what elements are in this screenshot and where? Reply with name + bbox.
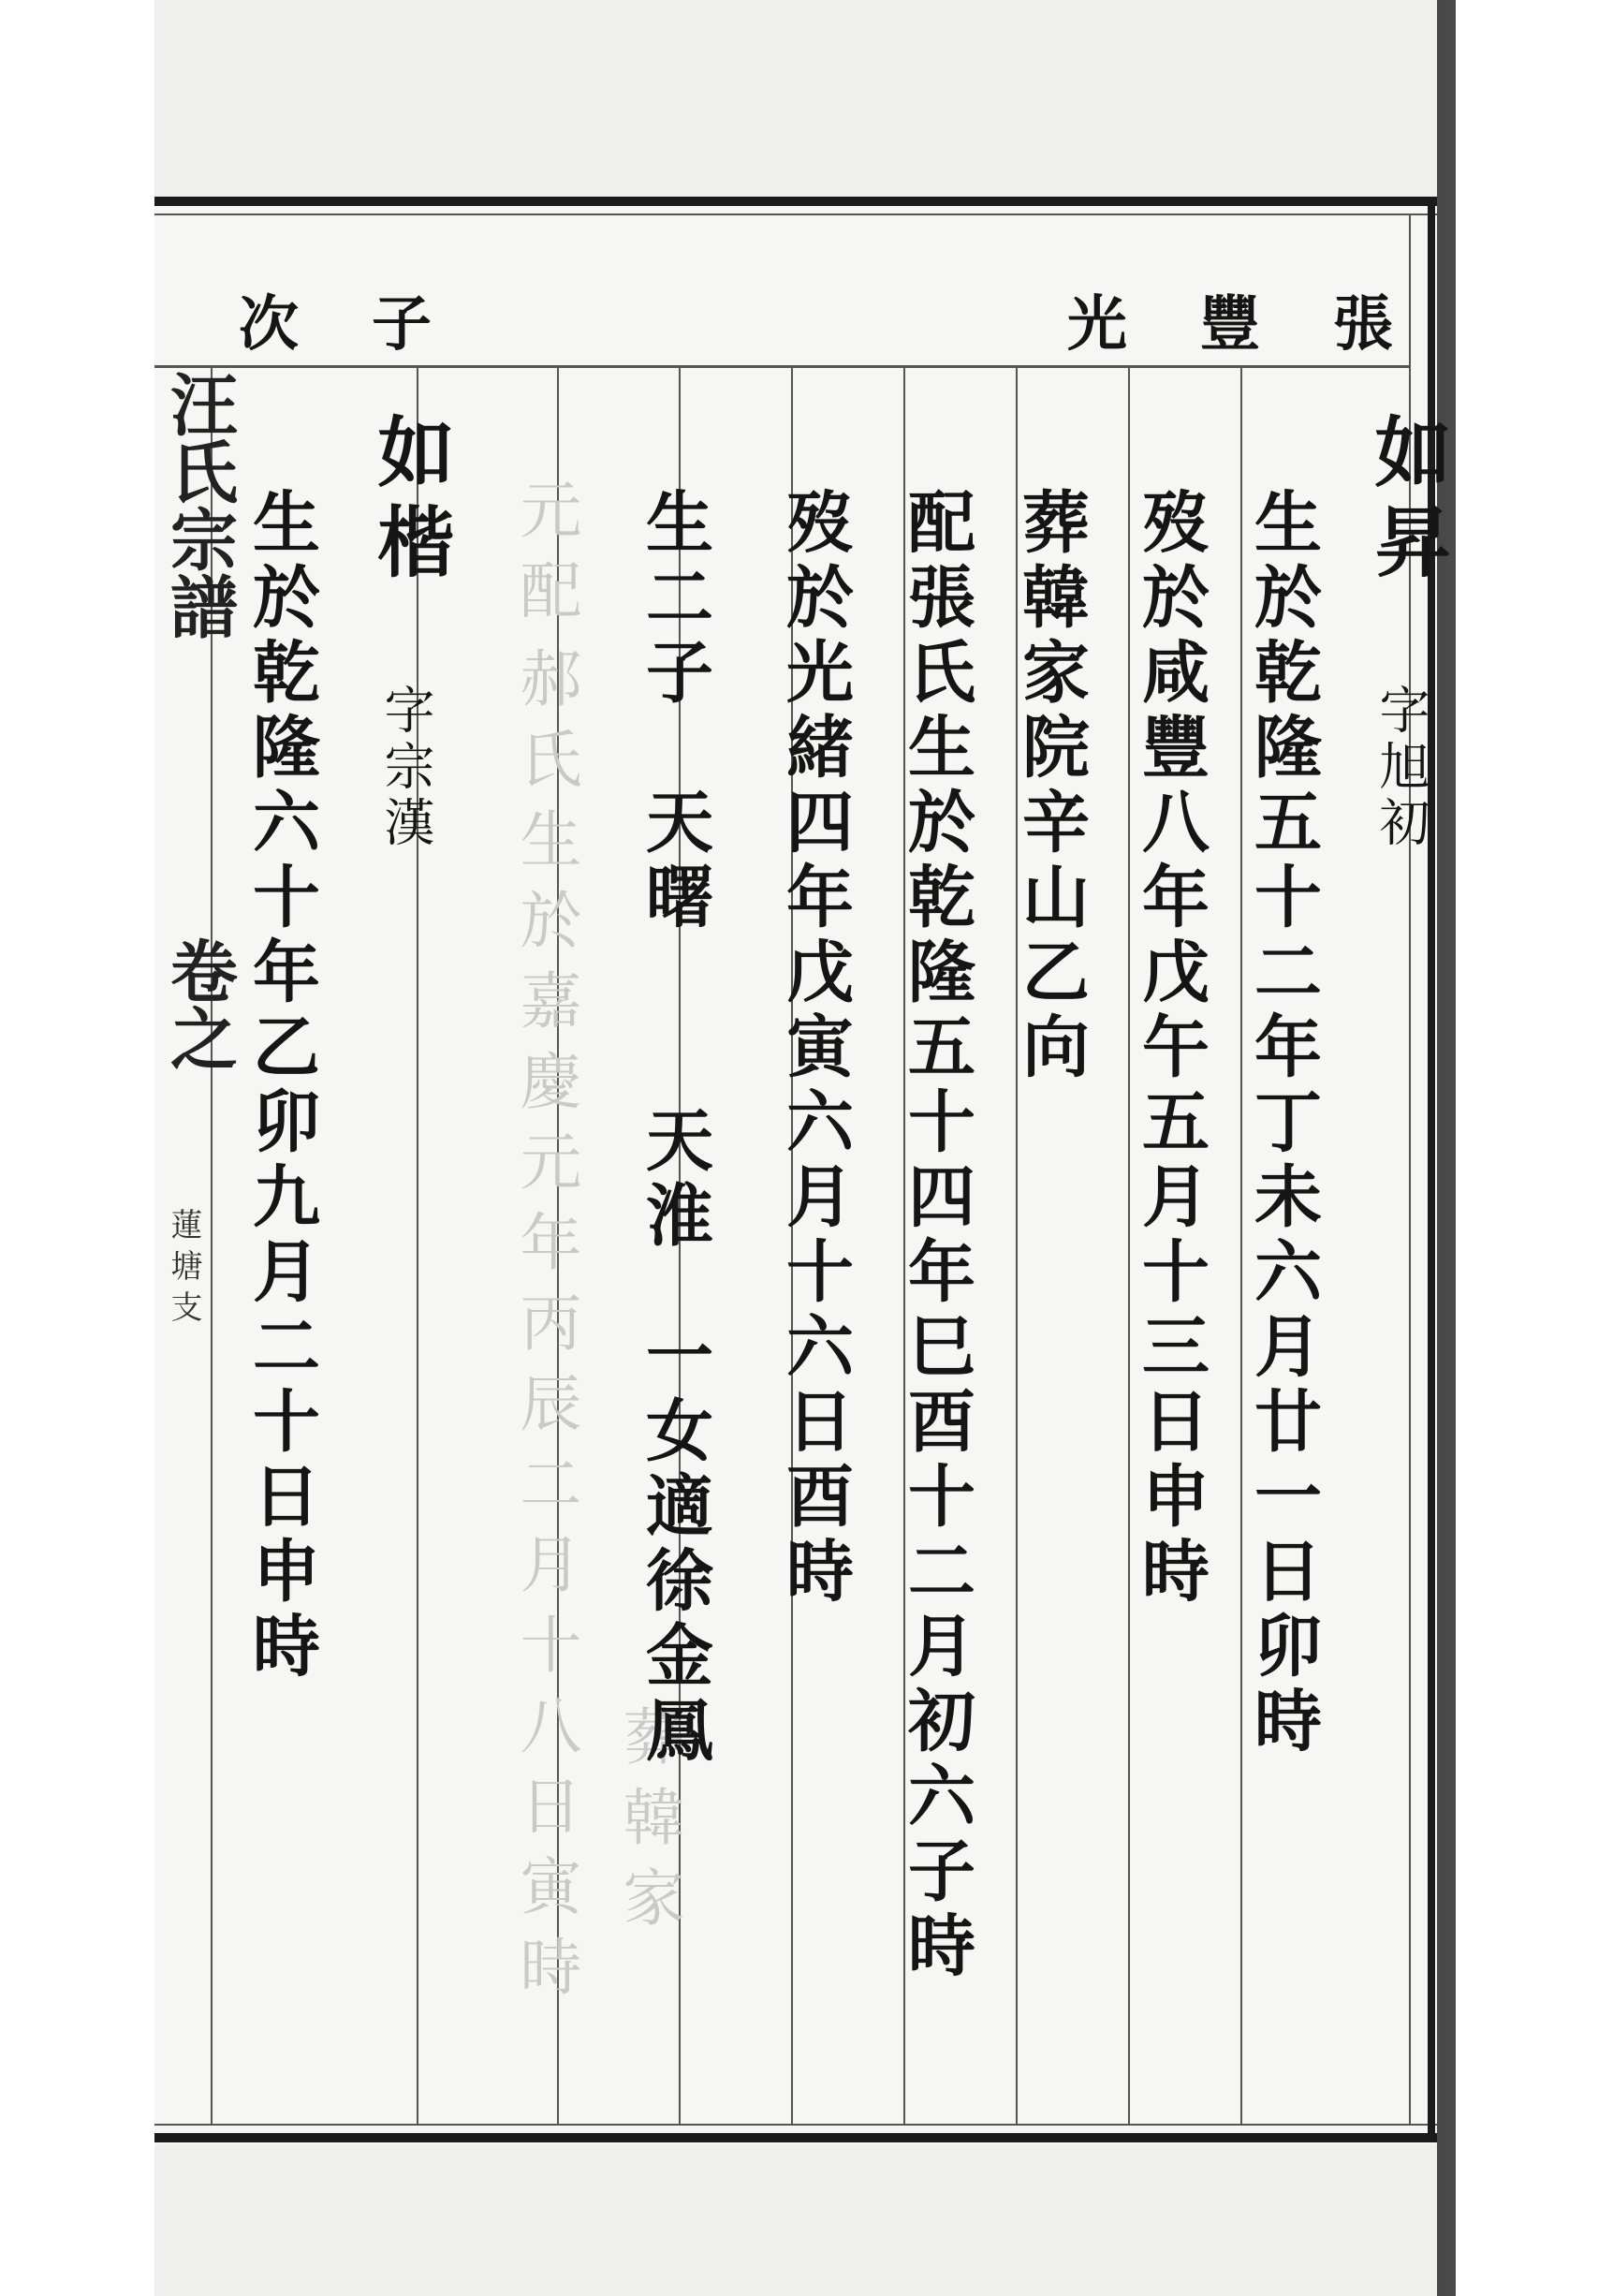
text-column: 配張氏生於乾隆五十四年巳酉十二月初六子時 bbox=[897, 487, 976, 1985]
text-column: 一女適徐金鳳 bbox=[635, 1320, 714, 1770]
text-column: 歿於咸豐八年戊午五月十三日申時 bbox=[1131, 487, 1210, 1611]
spine-volume: 卷之 bbox=[159, 936, 239, 1071]
courtesy-name: 字旭初 bbox=[1371, 684, 1430, 852]
bleed-text: 元配 bbox=[509, 478, 581, 639]
bottom-inner-line bbox=[154, 2124, 1437, 2126]
text-column: 生二子 bbox=[635, 487, 714, 712]
person-name: 如楷 bbox=[365, 412, 455, 592]
spine-note: 蓮塘支 bbox=[165, 1208, 202, 1332]
header-divider bbox=[154, 365, 1411, 368]
bleed-text: 葬韓家 bbox=[612, 1704, 684, 1946]
top-border bbox=[154, 197, 1437, 206]
text-column: 生於乾隆六十年乙卯九月二十日申時 bbox=[242, 487, 321, 1685]
text-column: 天淮 bbox=[635, 1105, 714, 1255]
column-divider bbox=[417, 368, 418, 2124]
text-column: 葬韓家院辛山乙向 bbox=[1011, 487, 1091, 1086]
person-name: 如昇 bbox=[1362, 412, 1452, 592]
courtesy-name: 字宗漢 bbox=[376, 684, 435, 852]
text-column: 生於乾隆五十二年丁未六月廿一日卯時 bbox=[1243, 487, 1323, 1760]
bleed-text: 郝氏生於嘉慶元年丙辰二月十八日寅時 bbox=[509, 646, 581, 2015]
header-left-label: 次子 bbox=[239, 289, 505, 360]
bottom-border bbox=[154, 2133, 1437, 2142]
top-inner-line bbox=[154, 213, 1437, 215]
spine-title: 汪氏宗譜 bbox=[159, 370, 239, 640]
header-right-label: 光豐張 bbox=[1067, 289, 1466, 360]
text-column: 歿於光緒四年戊寅六月十六日酉時 bbox=[775, 487, 855, 1611]
text-column: 天曙 bbox=[635, 787, 714, 936]
